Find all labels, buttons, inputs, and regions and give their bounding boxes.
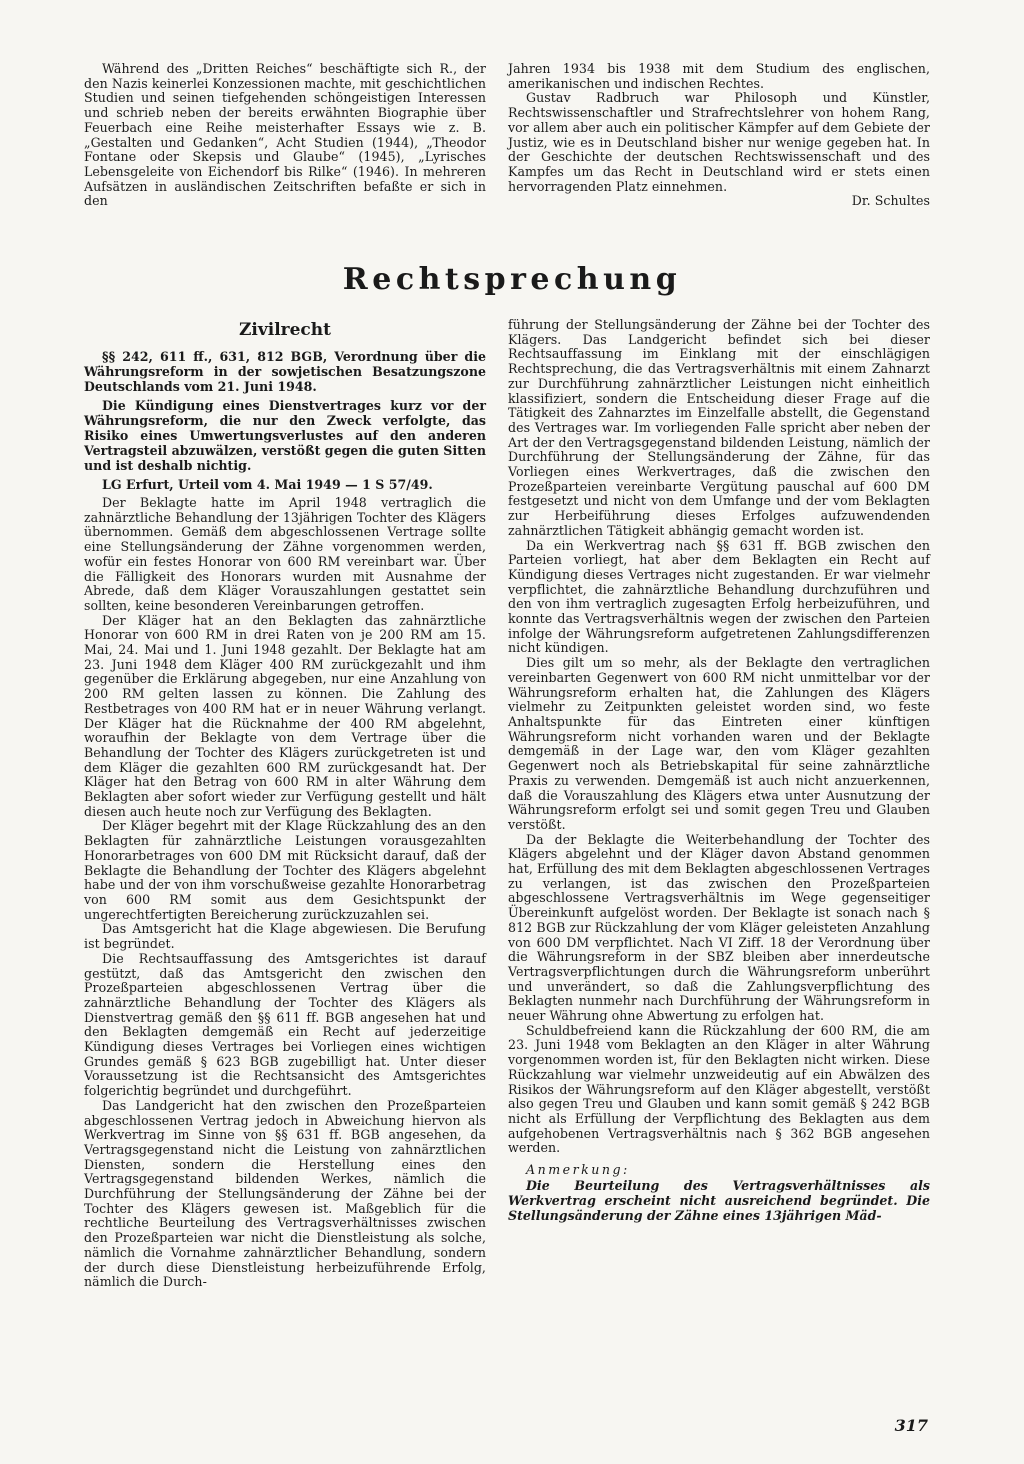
headnote: Die Kündigung eines Dienstvertrages kurz vor der Währungsreform, die nur den Zweck verfolgte, das Risiko eines Umwertungsverlustes auf den anderen Vertragsteil abzuwälzen, verstößt gegen die guten Sitten und ist deshalb nichtig. xyxy=(84,398,486,473)
top-left-column xyxy=(84,62,486,209)
regional-court-view-paragraph: Das Landgericht hat den zwischen den Prozeßparteien abgeschlossenen Vertrag jedoch in Abweichung hiervon als Werkvertrag im Sinne von §§ 631 ff. BGB angesehen, da Vertragsgegenstand nicht die Leistung von zahnärztlichen Diensten, sondern die Herstellung eines den Vertragsgegenstand bildenden Werkes, nämlich die Durchführung der Stellungsänderung der Zähne bei der Tochter des Klägers gewesen ist. Maßgeblich für die rechtliche Beurteilung des Vertragsverhältnisses zwischen den Prozeßparteien war nicht die Dienstleistung als solche, nämlich die Vornahme zahnärztlicher Behandlung, sondern der durch diese Dienstleistung herbeizuführende Erfolg, nämlich die Durch- xyxy=(84,1097,486,1290)
court-citation: LG Erfurt, Urteil vom 4. Mai 1949 — 1 S 57/49. xyxy=(102,477,433,492)
statutes-reference: §§ 242, 611 ff., 631, 812 BGB, Verordnung über die Währungsreform in der sowjetischen Besatzungszone Deutschlands vom 21. Juni 1948. xyxy=(84,349,486,394)
page-number: 317 xyxy=(894,1416,928,1435)
repayment-obligation-paragraph: Da der Beklagte die Weiterbehandlung der Tochter des Klägers abgelehnt und der Kläger davon Abstand genommen hat, Erfüllung des mit dem Beklagten abgeschlossenen Vertrages zu verlangen, ist das zwischen den Prozeßparteien abgeschlossene Vertragsverhältnis im Wege gegenseitiger Übereinkunft aufgelöst worden. Der Beklagte ist sonach nach § 812 BGB zur Rückzahlung der vom Kläger geleisteten Anzahlung von 600 DM verpflichtet. Nach VI Ziff. 18 der Verordnung über die Währungsreform in der SBZ bleiben aber innerdeutsche Vertragsverpflichtungen durch die Währungsreform unberührt und unverändert, so daß die Zahlungsverpflichtung des Beklagten nunmehr nach Durchführung der Währungsreform in neuer Währung ohne Abwertung zu erfolgen hat. xyxy=(508,831,930,1024)
radbruch-essays-paragraph: Während des „Dritten Reiches“ beschäftigte sich R., der den Nazis keinerlei Konzessionen machte, mit geschichtlichen Studien und seinen tiefgehenden schöngeistigen Interessen und schrieb neben der bereits erwähnten Biographie über Feuerbach eine Reihe meisterhafter Essays wie z. B. „Gestalten und Gedanken“, Acht Studien (1944), „Theodor Fontane oder Skepsis und Glaube“ (1945), „Lyrisches Lebensgeleite von Eichendorf bis Rilke“ (1946). In mehreren Aufsätzen in ausländischen Zeitschriften befaßte er sich in den xyxy=(84,61,486,209)
claim-paragraph: Der Kläger begehrt mit der Klage Rückzahlung des an den Beklagten für zahnärztliche Leistungen vorausgezahlten Honorarbetrages von 600 DM mit Rücksicht darauf, daß der Beklagte die Behandlung der Tochter des Klägers abgelehnt habe und der von ihm vorschußweise gezahlte Honorarbetrag von 600 RM somit aus dem Gesichtspunkt der ungerechtfertigten Bereicherung zurückzuzahlen sei. xyxy=(84,818,486,922)
top-right-column xyxy=(508,62,930,209)
discharge-paragraph: Schuldbefreiend kann die Rückzahlung der 600 RM, die am 23. Juni 1948 vom Beklagten an den Kläger in alter Währung vorgenommen worden ist, für den Beklagten nicht wirken. Diese Rückzahlung war vielmehr unzweideutig auf ein Abwälzen des Risikos der Währungsreform auf den Kläger abgestellt, verstößt also gegen Treu und Glauben und kann somit gemäß § 242 BGB nicht als Erfüllung der Verpflichtung des Beklagten aus dem aufgehobenen Vertragsverhältnis nach § 362 BGB angesehen werden. xyxy=(508,1022,930,1156)
annotation-text: Die Beurteilung des Vertragsverhältnisses als Werkvertrag erscheint nicht ausreichend begründet. Die Stellungsänderung der Zähne eines 13jährigen Mäd- xyxy=(508,1178,930,1224)
subsection-title: Zivilrecht xyxy=(239,320,331,340)
radbruch-studies-paragraph: Jahren 1934 bis 1938 mit dem Studium des englischen, amerikanischen und indischen Rechtes. xyxy=(508,61,930,91)
annotation-label: Anmerkung: xyxy=(526,1162,630,1178)
article-author: Dr. Schultes xyxy=(851,193,930,209)
left-column xyxy=(84,320,486,1290)
right-column xyxy=(508,318,930,1223)
contract-for-work-paragraph: Da ein Werkvertrag nach §§ 631 ff. BGB zwischen den Parteien vorliegt, hat aber dem Beklagten ein Recht auf Kündigung dieses Vertrages nicht zugestanden. Er war vielmehr verpflichtet, die zahnärztliche Behandlung durchzuführen und den von ihm vertraglich zugesagten Erfolg herbeizuführen, und konnte das Vertragsverhältnis wegen der zwischen den Parteien infolge der Währungsreform aufgetretenen Zahlungsdifferenzen nicht kündigen. xyxy=(508,537,930,656)
continuation-paragraph: führung der Stellungsänderung der Zähne bei der Tochter des Klägers. Das Landgericht befindet sich bei dieser Rechtsauffassung im Einklang mit der einschlägigen Rechtsprechung, die das Vertragsverhältnis mit einem Zahnarzt zur Durchführung zahnärztlicher Leistungen nicht einheitlich klassifiziert, sondern die Entscheidung dieser Frage auf die Tätigkeit des Zahnarztes im Einzelfalle abstellt, die Gegenstand des Vertrages war. Im vorliegenden Falle spricht aber neben der Art der den Vertragsgegenstand bildenden Leistung, nämlich der Durchführung der Stellungsänderung der Zähne, für das Vorliegen eines Werkvertrages, daß die zwischen den Prozeßparteien vereinbarte Vergütung pauschal auf 600 DM festgesetzt und nicht von dem Umfange und der vom Beklagten zur Herbeiführung dieses Erfolges aufzuwendenden zahnärztlichen Tätigkeit abhängig gemacht worden ist. xyxy=(508,317,930,538)
radbruch-summary-paragraph: Gustav Radbruch war Philosoph und Künstler, Rechtswissenschaftler und Strafrechtslehrer von hohem Rang, vor allem aber auch ein politischer Kämpfer auf dem Gebiete der Justiz, wie es in Deutschland bisher nur wenige gegeben hat. In der Geschichte der deutschen Rechtswissenschaft und des Kampfes um das Recht in Deutschland wird er stets einen hervorragenden Platz einnehmen. xyxy=(508,90,930,194)
facts-paragraph: Der Beklagte hatte im April 1948 vertraglich die zahnärztliche Behandlung der 13jährigen Tochter des Klägers übernommen. Gemäß dem abgeschlossenen Vertrage sollte eine Stellungsänderung der Zähne vorgenommen werden, wofür ein festes Honorar von 600 RM vereinbart war. Über die Fälligkeit des Honorars wurden mit Ausnahme der Abrede, daß dem Kläger Vorauszahlungen gestattet sein sollten, keine besonderen Vereinbarungen getroffen. xyxy=(84,495,486,613)
lower-court-view-paragraph: Die Rechtsauffassung des Amtsgerichtes ist darauf gestützt, daß das Amtsgericht den zwischen den Prozeßparteien abgeschlossenen Vertrag über die zahnärztliche Behandlung der Tochter des Klägers als Dienstvertrag gemäß den §§ 611 ff. BGB angesehen hat und den Beklagten demgemäß ein Recht auf jederzeitige Kündigung dieses Vertrages bei Vorliegen eines wichtigen Grundes gemäß § 623 BGB zugebilligt hat. Unter dieser Voraussetzung ist die Rechtsansicht des Amtsgerichtes folgerichtig begründet und durchgeführt. xyxy=(84,950,486,1099)
section-title: Rechtsprechung xyxy=(342,262,682,297)
payment-paragraph: Der Kläger hat an den Beklagten das zahnärztliche Honorar von 600 RM in drei Raten von je 200 RM am 15. Mai, 24. Mai und 1. Juni 1948 gezahlt. Der Beklagte hat am 23. Juni 1948 dem Kläger 400 RM zurückgezahlt und ihm gegenüber die Erklärung abgegeben, nur eine Anzahlung von 200 RM gelten lassen zu können. Die Zahlung des Restbetrages von 400 RM hat er in neuer Währung verlangt. Der Kläger hat die Rücknahme der 400 RM abgelehnt, woraufhin der Beklagte von dem Vertrage über die Behandlung der Tochter des Klägers zurückgetreten ist und dem Kläger die gezahlten 600 RM zurückgesandt hat. Der Kläger hat den Betrag von 600 RM in alter Währung dem Beklagten aber sofort wieder zur Verfügung gestellt und hält diesen auch heute noch zur Verfügung des Beklagten. xyxy=(84,612,486,819)
appeal-paragraph: Das Amtsgericht hat die Klage abgewiesen. Die Berufung ist begründet. xyxy=(84,921,486,952)
payment-timing-paragraph: Dies gilt um so mehr, als der Beklagte den vertraglichen vereinbarten Gegenwert von 600 RM nicht unmittelbar vor der Währungsreform erhalten hat, die Zahlungen des Klägers vielmehr zu Zeitpunkten geleistet worden sind, wo feste Anhaltspunkte für das Eintreten einer künftigen Währungsreform nicht vorhanden waren und der Beklagte demgemäß in der Lage war, den vom Kläger gezahlten Gegenwert noch als Betriebskapital für seine zahnärztliche Praxis zu verwenden. Demgemäß ist auch nicht anzuerkennen, daß die Vorauszahlung des Klägers etwa unter Ausnutzung der Währungsreform erfolgt sei und somit gegen Treu und Glauben verstößt. xyxy=(508,655,930,832)
